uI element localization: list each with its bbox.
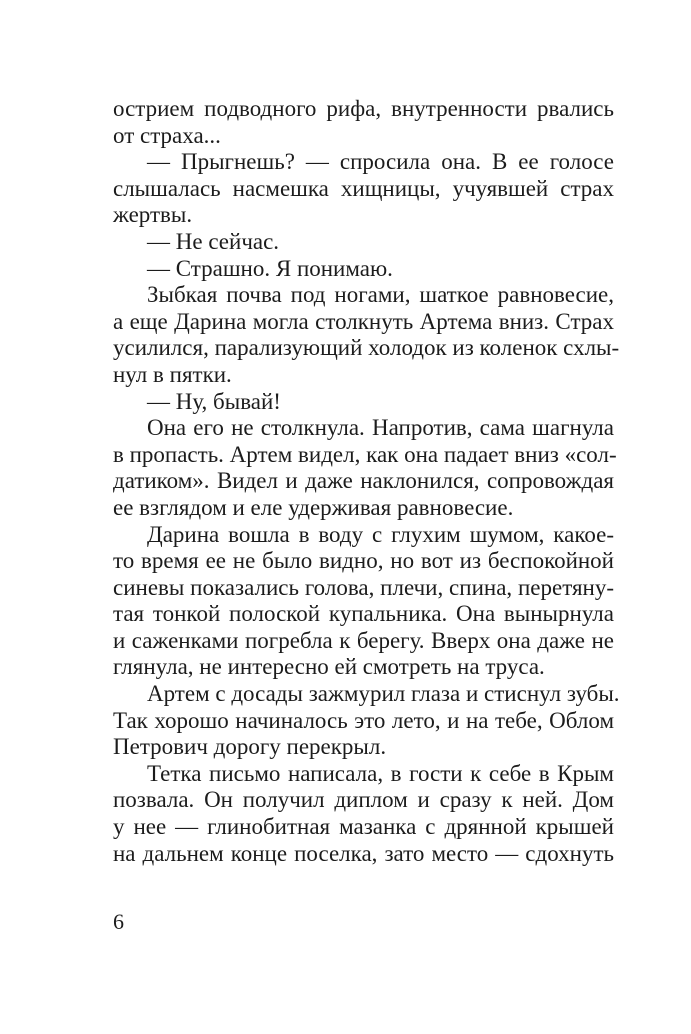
text-line: Артем с досады зажмурил глаза и стиснул зубы. <box>147 681 620 707</box>
text-line: Петрович дорогу перекрыл. <box>113 734 387 760</box>
text-line: позвала. Он получил диплом и сразу к ней. Дом <box>113 787 614 813</box>
text-line: на дальнем конце поселка, зато место — сдохнуть <box>113 840 614 866</box>
text-line: слышалась насмешка хищницы, учуявшей страх <box>113 175 614 201</box>
text-line: в пропасть. Артем видел, как она падает вниз «сол- <box>113 441 617 467</box>
text-line: — Не сейчас. <box>147 228 280 254</box>
text-line: нул в пятки. <box>113 361 232 387</box>
text-line: Тетка письмо написала, в гости к себе в Крым <box>147 760 614 786</box>
text-line: глянула, не интересно ей смотреть на труса. <box>113 654 545 680</box>
text-line: усилился, парализующий холодок из коленок схлы- <box>113 335 620 361</box>
text-line: жертвы. <box>113 202 193 228</box>
text-line: и саженками погребла к берегу. Вверх она даже не <box>113 627 614 653</box>
text-line: то время ее не было видно, но вот из беспокойной <box>113 548 614 574</box>
text-line: Так хорошо начиналось это лето, и на тебе, Облом <box>113 707 614 733</box>
text-line: тая тонкой полоской купальника. Она вынырнула <box>113 601 614 627</box>
text-line: синевы показались голова, плечи, спина, перетяну- <box>113 574 614 600</box>
text-line: острием подводного рифа, внутренности рвались <box>113 96 614 121</box>
text-line: — Ну, бывай! <box>147 388 281 414</box>
body-text <box>113 96 620 867</box>
text-line: Дарина вошла в воду с глухим шумом, какое- <box>147 521 614 547</box>
text-line: Она его не столкнула. Напротив, сама шагнула <box>147 415 614 441</box>
text-line: — Прыгнешь? — спросила она. В ее голосе <box>147 149 614 175</box>
text-line: а еще Дарина могла столкнуть Артема вниз. Страх <box>113 308 614 334</box>
text-line: от страха... <box>113 122 221 148</box>
text-line: у нее — глинобитная мазанка с дрянной крышей <box>113 814 614 840</box>
page-number: 6 <box>113 909 124 934</box>
text-line: Зыбкая почва под ногами, шаткое равновесие, <box>147 282 614 308</box>
text-line: ее взглядом и еле удерживая равновесие. <box>113 494 514 520</box>
text-line: — Страшно. Я понимаю. <box>147 255 393 281</box>
text-line: датиком». Видел и даже наклонился, сопровождая <box>113 468 614 494</box>
